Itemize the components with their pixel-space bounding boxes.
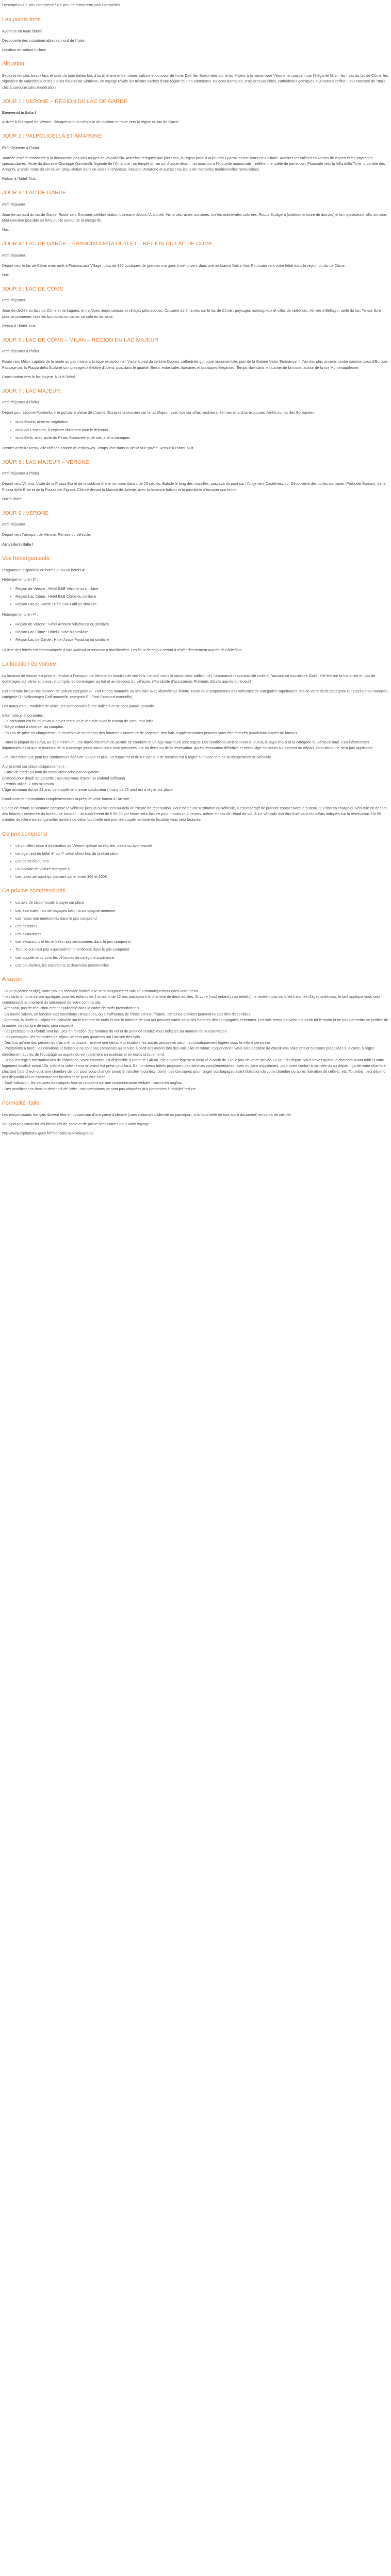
day-block bbox=[2, 132, 389, 181]
section-title: A savoir bbox=[2, 976, 23, 982]
list-item: • La location de voiture catégorie B bbox=[15, 866, 389, 872]
island-list bbox=[2, 419, 389, 440]
day-title: JOUR 9 : VÉRONE bbox=[2, 510, 49, 516]
list-item: • Isola dei Pescatori, à explorer librement pour le déjeuner bbox=[15, 427, 389, 433]
list-item: • Les suppléments pour les véhicules de catégorie supérieure bbox=[15, 955, 389, 960]
list-item: • La taxe de séjour locale à payer sur place bbox=[15, 900, 389, 905]
day-text: Départ vers Verona. Visite de la Piazza Bra et de la sublime Arène romaine, datant de 20 siècles. Balade le long des murailles, passage du pont sur l'Adige vers Castelvecchio. Découverte des portes romaines (Porta dei Borsari), de la Piazza delle Erbe et de la Piazza dei Signori. Clôture devant la Maison de Juliette, avec la fameuse balcon et la possibilité d'envoyer une lettre. bbox=[2, 481, 386, 492]
day-text: Journée au bord du lac de Garde. Route vers Sirmione, célèbre station balnéaire depuis l'Antiquité. Visite des ruines romaines, ruelles médiévales colorées, Rocca Scaligera (château entouré de douves) et la majestueuse villa romaine. Mini-croisière possible en ferry public autour de la presqu'île. bbox=[2, 212, 387, 223]
day-block bbox=[2, 458, 389, 502]
hotel-list-4 bbox=[2, 621, 389, 642]
comprend-list bbox=[2, 843, 389, 880]
day-title: JOUR 7 : LAC MAJEUR bbox=[2, 387, 60, 394]
section-title: Ce prix ne comprend pas bbox=[2, 888, 66, 894]
list-item: • Tout ce qui n'est pas expressément mentionné dans le prix comprend bbox=[15, 946, 389, 952]
list-item: • Le logement en hôtel 3* ou 4* selon choix lors de la réservation bbox=[15, 851, 389, 856]
day-text: Continuation vers le lac Majeur. Nuit à l'hôtel. bbox=[2, 374, 76, 379]
day-block bbox=[2, 189, 389, 232]
day-text: Arrivée à l'aéroport de Vérone. Récupération du véhicule de location et route vers la région du lac de Garde. bbox=[2, 120, 180, 125]
points-forts-item: Découverte des incontournables du nord de l'Italie bbox=[2, 38, 85, 43]
day-title: JOUR 4 : LAC DE GARDE – FRANCIACORTA OUTLET – RÉGION DU LAC DE CÔME bbox=[2, 241, 213, 247]
day-text: Nuit à l'hôtel. bbox=[2, 496, 24, 501]
list-item: • Les boissons bbox=[15, 923, 389, 929]
formalites-link[interactable]: http://www.diplomatie.gouv.fr/fr/conseils-aux-voyageurs/ bbox=[2, 1131, 94, 1136]
location-text: Les marques ou modèles de véhicules sont donnés à titre indicatif et ne sont jamais garantis. bbox=[2, 703, 155, 708]
hebergements-intro: Programme disponible en hotels 3* ou en hôtels 4* : bbox=[2, 567, 88, 572]
day-block bbox=[2, 285, 389, 329]
list-item: • Région de Vérone : Hôtel B&B Vérone ou similaire bbox=[15, 586, 389, 591]
list-item: • Les taxes aéroport qui peuvent varier entre 30€ et 200€ bbox=[15, 874, 389, 879]
situation-text: Explorez les plus beaux lacs et cités du nord italien lors d'un itinéraire entre nature, culture et douceur de vivre. Des îles Borromées sur le lac Majeur à la romantique Vérone, en passant par l'élégante Milan, les rives du lac de Côme, les vignobles de Valpolicella et les ruelles fleuries de Sirmione, ce voyage révèle les trésors cachés d'une région tout en contrastes. Palaces baroques, croisières paisibles, cathédrales gothiques et Amarone raffiné : un concentré de l'Italie chic à savourer sans modération. bbox=[2, 73, 388, 90]
list-item: • Le vol aller/retour à destination de Vérone spécial ou régulier, direct ou avec escale bbox=[15, 843, 389, 849]
comprend-section bbox=[2, 830, 389, 880]
formalites-text: Les ressortissants français doivent être en possession d'une pièce d'identité (carte nationale d'identité ou passeport, à la fourchette de tout autre document) en cours de validité. bbox=[2, 1112, 292, 1117]
day-block bbox=[2, 509, 389, 547]
day-title: JOUR 8 : LAC MAJEUR – VÉRONE bbox=[2, 459, 89, 466]
day-title: JOUR 2 : VALPOLICELLA ET AMARONE bbox=[2, 133, 102, 140]
day-text: Nuit. bbox=[2, 272, 10, 277]
day-subtitle: Petit-déjeuner. bbox=[2, 522, 26, 527]
points-forts-item: Location de voiture incluse bbox=[2, 47, 46, 53]
list-item: • Les éventuels frais de bagages selon la compagnie aérienne bbox=[15, 908, 389, 913]
day-subtitle: Petit-déjeuner à l'hôtel. bbox=[2, 471, 40, 476]
day-title: JOUR 5 : LAC DE CÔME bbox=[2, 286, 63, 293]
day-text: Nuit. bbox=[2, 227, 10, 232]
list-item: • Région de Vérone : Hôtel Ambere Villafranca ou similaire bbox=[15, 621, 389, 627]
day-subtitle: Petit-déjeuner à l'hôtel. bbox=[2, 400, 40, 405]
location-text: Cet itinéraire inclus une location de voiture catégorie B : Fiat Panda manuelle ou similaire avec kilométrage illimité. Nous vous proposerons des véhicules de catégories supérieures lors de votre devis (catégorie C : Opel Corsa manuelle, catégorie D : Volkswagen Golf manuelle, catégorie E : Ford Ecosport manuelle). bbox=[2, 688, 389, 699]
list-item: • Région Lac de Garde : Hôtel B&B Alfi ou similaire bbox=[15, 601, 389, 607]
list-item: • Isola Madre, riche en végétation bbox=[15, 419, 389, 425]
day-subtitle: Petit-déjeuner à l'hôtel. bbox=[2, 349, 40, 354]
list-item: • Les excursions et les entrées non mentionnées dans le prix comprend bbox=[15, 939, 389, 944]
hotel-list-3 bbox=[2, 586, 389, 607]
a-savoir-section bbox=[2, 975, 389, 1092]
location-text: La location de voiture est prise et rendue à l'aéroport de Vérone en fonction de vos vols. Le tarif inclus le conducteur additionnel, l'assurance responsabilité civile et l'assurance couverture Gold : elle élimine la franchise en cas de dommages sur vitres et pneus, y compris les dommages au toit et au-dessous du véhicule. (Possibilité d'assurances Platinum, détails auprès du loueur) bbox=[2, 673, 376, 684]
day-text: Arrivederci Italia ! bbox=[2, 541, 34, 547]
day-text: Départ vers l'aéroport de Vérone. Remise du véhicule. bbox=[2, 532, 91, 537]
location-text: En cas de retard, le locataire conserve le véhicule jusqu'à 59 minutes au-delà de l'heure de réservation. Pour éviter une restitution du véhicule, il est impératif de prendre contact avec le bureau. 2. Prise en charge du véhicule en dehors des heures d'ouverture du bureau de location : un supplément de € 50,00 par heure sera facturé pour maximum 2 heures, même en cas de retard de vol. 3. Le véhicule doit être livré dans les délais indiqués sur la réservation. Un 59 minutes de tolérance est garantie, au-delà de cette fourchette une journée supplémentaire de location vous sera facturée. bbox=[2, 806, 387, 822]
day-text: Retour à l'hôtel. Nuit. bbox=[2, 323, 37, 328]
itinerary bbox=[2, 97, 389, 547]
formalites-section bbox=[2, 1099, 389, 1137]
list-item: • Isola Bella, avec visite du Palais Borromée et de ses jardins baroques bbox=[15, 435, 389, 440]
day-block bbox=[2, 336, 389, 380]
list-item: • Région Lac Côme : Hôtel Cruise ou similaire bbox=[15, 629, 389, 635]
day-subtitle: Petit-déjeuner à l'hôtel. bbox=[2, 145, 40, 150]
day-text: Journée entière consacrée à la découverte des vins rouges de Valpolicella. Autrefois réléguée aux pizzerias, la région produit aujourd'hui parmi les meilleurs crus d'Italie. Admirez les vallées couvertes de vignes et les paysages spectaculaires. Visite du domaine Giuseppe Quintarelli, légende de l'Amarone : un temple du vin où chaque détail – du bouchon à l'étiquette manuscrite – reflète une quête de perfection. Poursuite vers la Villa della Torre, propriété des Allegrini, grands noms du vin italien. Dégustation dans ce cadre enchanteur, incluant l'Amarone et autres crus issus de méthodes traditionnelles renouvelées. bbox=[2, 155, 385, 172]
ne-comprend-section bbox=[2, 887, 389, 968]
hebergements-section bbox=[2, 554, 389, 653]
breadcrumb: Description Ce prix comprend / Ce prix ne comprend pas Formalités bbox=[2, 3, 120, 7]
day-text: Journée dédiée au lacs de Côme et de Lugano, entre Alpes majestueuses et villages pittoresques. Croisière de 2 heures sur le lac de Côme : paysages montagneux et villas de célébrités. Arrivée à Bellagio, perle du lac. Temps libre pour se promener, faire les boutiques ou siroter un café en terrasse. bbox=[2, 308, 381, 319]
day-text: Retour à l'hôtel. Nuit. bbox=[2, 176, 37, 181]
location-text: - Veuillez noter que pour les conducteurs âgés de 76 ans et plus, un supplément de 6 € par jour de location est à régler sur place lors de la récupération du véhicule. bbox=[2, 755, 272, 760]
day-subtitle: Petit-déjeuner. bbox=[2, 201, 26, 207]
list-item: • Les petits déjeuners bbox=[15, 858, 389, 864]
day-text: Départ vers le lac de Côme avec arrêt à Franciacorta Village : plus de 190 boutiques de grandes marques à ciel ouvert, dans une ambiance Dolce Vita. Poursuite vers votre hôtel dans la région du lac de Côme. bbox=[2, 263, 346, 268]
ne-comprend-list bbox=[2, 900, 389, 968]
points-forts-item: Aventure en toute liberté bbox=[2, 28, 43, 33]
location-text: - Dans la plupart des pays, un âge minimum, une durée minimum de permis de conduire et un âge maximum sont requis. Les conditions varient selon le loueur, le pays choisi et la catégorie du véhicule loué. Ces informations importantes ainsi que le montant de la surcharge jeune conducteur sont précisées lors du devis ou de la réservation. Après réservation définitive et selon l'âge minimum au moment du départ, l'annulation ne sera pas applicable. bbox=[2, 739, 374, 750]
day-block bbox=[2, 240, 389, 278]
list-item: • Région Lac Côme : Hôtel B&B Côme ou similaire bbox=[15, 594, 389, 599]
section-title: Situation bbox=[2, 61, 24, 67]
location-text: Informations importantes : - Le carburant est fourni et vous devez restituer le véhicule avec le niveau de carburant initial. - Siège enfant à réserver au comptoir. - En cas de prise en charge/restitue du véhicule en dehors des horaires d'ouverture de l'agence, des frais supplémentaires peuvent vous être facturés (conditions auprès du loueur). bbox=[2, 713, 298, 735]
day-text: Départ pour Léonne-Pombello, ville portuaire pleine de charme. Essayez la croisière sur le lac Majeur, avec vue sur villas méditerranéennes et jardins exotiques. Arrêts sur les îles Borromées : bbox=[2, 410, 317, 415]
day-subtitle: Petit-déjeuner. bbox=[2, 252, 26, 258]
section-title: Formalité Italie bbox=[2, 1099, 40, 1106]
formalites-text: Vous pouvez consulter les formalités de santé et de police nécessaires pour votre voyage : bbox=[2, 1121, 151, 1126]
situation-section bbox=[2, 60, 389, 90]
location-text: Conditions et informations complémentaires auprès de votre loueur à l'arrivée. bbox=[2, 796, 131, 801]
hebergements-note: La liste des hôtels est communiquée à titre indicatif et soumise à modification. Les lieux de séjour seront à régler directement auprès des hôteliers. bbox=[2, 648, 243, 653]
location-section bbox=[2, 660, 389, 822]
day-block bbox=[2, 387, 389, 451]
list-item: • Région Lac de Garde : Hôtel Active Paradiso ou similaire bbox=[15, 637, 389, 642]
day-title: JOUR 1 : VERONE – RÉGION DU LAC DE GARDE bbox=[2, 98, 127, 105]
location-text: À présenter sur place obligatoirement : - Carte de crédit au nom du conducteur principal obligatoire (plafond pour dépôt de garantie : assurez-vous d'avoir un plafond suffisant) - Permis valide, 2 ans minimum L'âge minimum est de 21 ans. Le supplément jeune conducteur (moins de 25 ans) est à régler sur place. bbox=[2, 764, 174, 792]
section-title: Vos hébergements bbox=[2, 555, 50, 562]
day-text: Route vers Milan, capitale de la mode au patrimoine artistique exceptionnel. Visite à pied du célèbre Duomo, cathédrale gothique monumentale, puis de la Galerie Victor Emmanuel II, l'un des plus anciens centre commerciaux d'Europe. Passage par la Piazza della Scala et son prestigieux théâtre d'opéra, puis dans le quartier Brera, entre cafés littéraires et boutiques élégantes. Temps libre dans le quartier de la mode, autour de la rue Montenapoleone. bbox=[2, 359, 388, 370]
section-title: La location de voiture bbox=[2, 661, 56, 668]
section-title: Les points forts bbox=[2, 16, 41, 23]
day-block bbox=[2, 97, 389, 125]
day-text: Dernier arrêt à Stresa, ville raffinée adorée d'Hemingway. Temps libre dans la vieille ville pavée. Retour à l'hôtel. Nuit. bbox=[2, 445, 194, 450]
day-subtitle: Bienvenid in Italia ! bbox=[2, 110, 36, 115]
hebergements-3-label: Hébergements en 3* : bbox=[2, 577, 38, 582]
day-title: JOUR 6 : LAC DE CÔME – MILAN – RÉGION DU LAC MAJEUR bbox=[2, 336, 158, 343]
list-item: • Les pourboires, les excursions et dépenses personnelles bbox=[15, 962, 389, 968]
day-subtitle: Petit-déjeuner. bbox=[2, 298, 26, 303]
hebergements-4-label: Hébergements en 4* : bbox=[2, 612, 38, 617]
day-title: JOUR 3 : LAC DE GARDE bbox=[2, 190, 67, 196]
points-forts-section bbox=[2, 15, 389, 53]
section-title: Ce prix comprend bbox=[2, 831, 47, 837]
list-item: • Les assurances bbox=[15, 931, 389, 937]
a-savoir-text: - Si vous partez seul(e), votre prix en chambre individuelle sera obligatoire et calculé automatiquement dans votre devis. - Les tarifs enfants seront appliqués pour les enfants de 2 à moins de 12 ans partageant la chambre de deux adultes. Si votre (vos) enfant(s) ou bébé(s) ne rentrent pas dans les tranches d'âges ci-dessus, le tarif appliqué vous sera communiqué au moment du lancement de votre commande. - Attention, pas de réduction enfant applicable dans le cadre de tarifs promotionnels. - En bonne saison, en fonction des conditions climatiques, ou si l'affluence de l'hôtel est insuffisante, certaines activités peuvent ne pas être disponibles. - Attention, la durée du séjour est calculée sur le nombre de nuits et non le nombre de jour qui peuvent varier selon les horaires des compagnies aériennes. Les vols retour peuvent intervenir tôt le matin et ne pas permettre de profiter de la nuitée. Le nombre de nuits sera respecté. - Les prestations du forfait sont incluses en fonction des horaires du vol et du point de rendez-vous indiqués au moment de la réservation. - Les passagers, les formalités de séjour ne sont pas garanties sur l'arrivée des vols. - Des lors qu'une des personnes d'un même dossier réserve une certaine prestation, les autres personnes seront automatiquement logées sous la même personne. - Prestations à bord : les collations et boissons ne sont pas comprises au service à bord des avions lors des vols aller et retour ; Cependant il vous sera possible de choisir vos collations et boissons proposées à la carte, à régler directement auprès de l'équipage ou auprès du vol (paiement en espèces et en euros uniquement). - Selon les règles internationales de l'hôtellerie, votre chambre est disponible à partir de 14h ou 19h et votre logement localisé à partir de 17h le jour de votre arrivée. Le jour du départ, vous devez quitter la chambre avant midi et votre logement localisé avant 10h, même si votre retour en avion est prévu plus tard. De nombreux hôtels proposent des services complémentaires, avec ou sans supplément, pour votre confort à l'arrivée ou au départ : garde votre chambre plus tard (late check-out), une chambre de jour pour vous changer avant le transfert (courtesy room). Les consignes pour ranger vos bagages avant libération de votre chambre ou après libération de celle-ci, etc. Toutefois, ceci dépend des disponibilités et circonstances locales et ne peut être exigé. - Sauf indication, les services touristiques fournis reposent sur une communication verbale ; seront en anglais. - Des modifications dans le descriptif de l'offre, nos prestations ne sont pas adaptées aux personnes à mobilité réduite. bbox=[2, 988, 388, 1091]
list-item: • Les repas non mentionnés dans le prix comprend bbox=[15, 916, 389, 921]
